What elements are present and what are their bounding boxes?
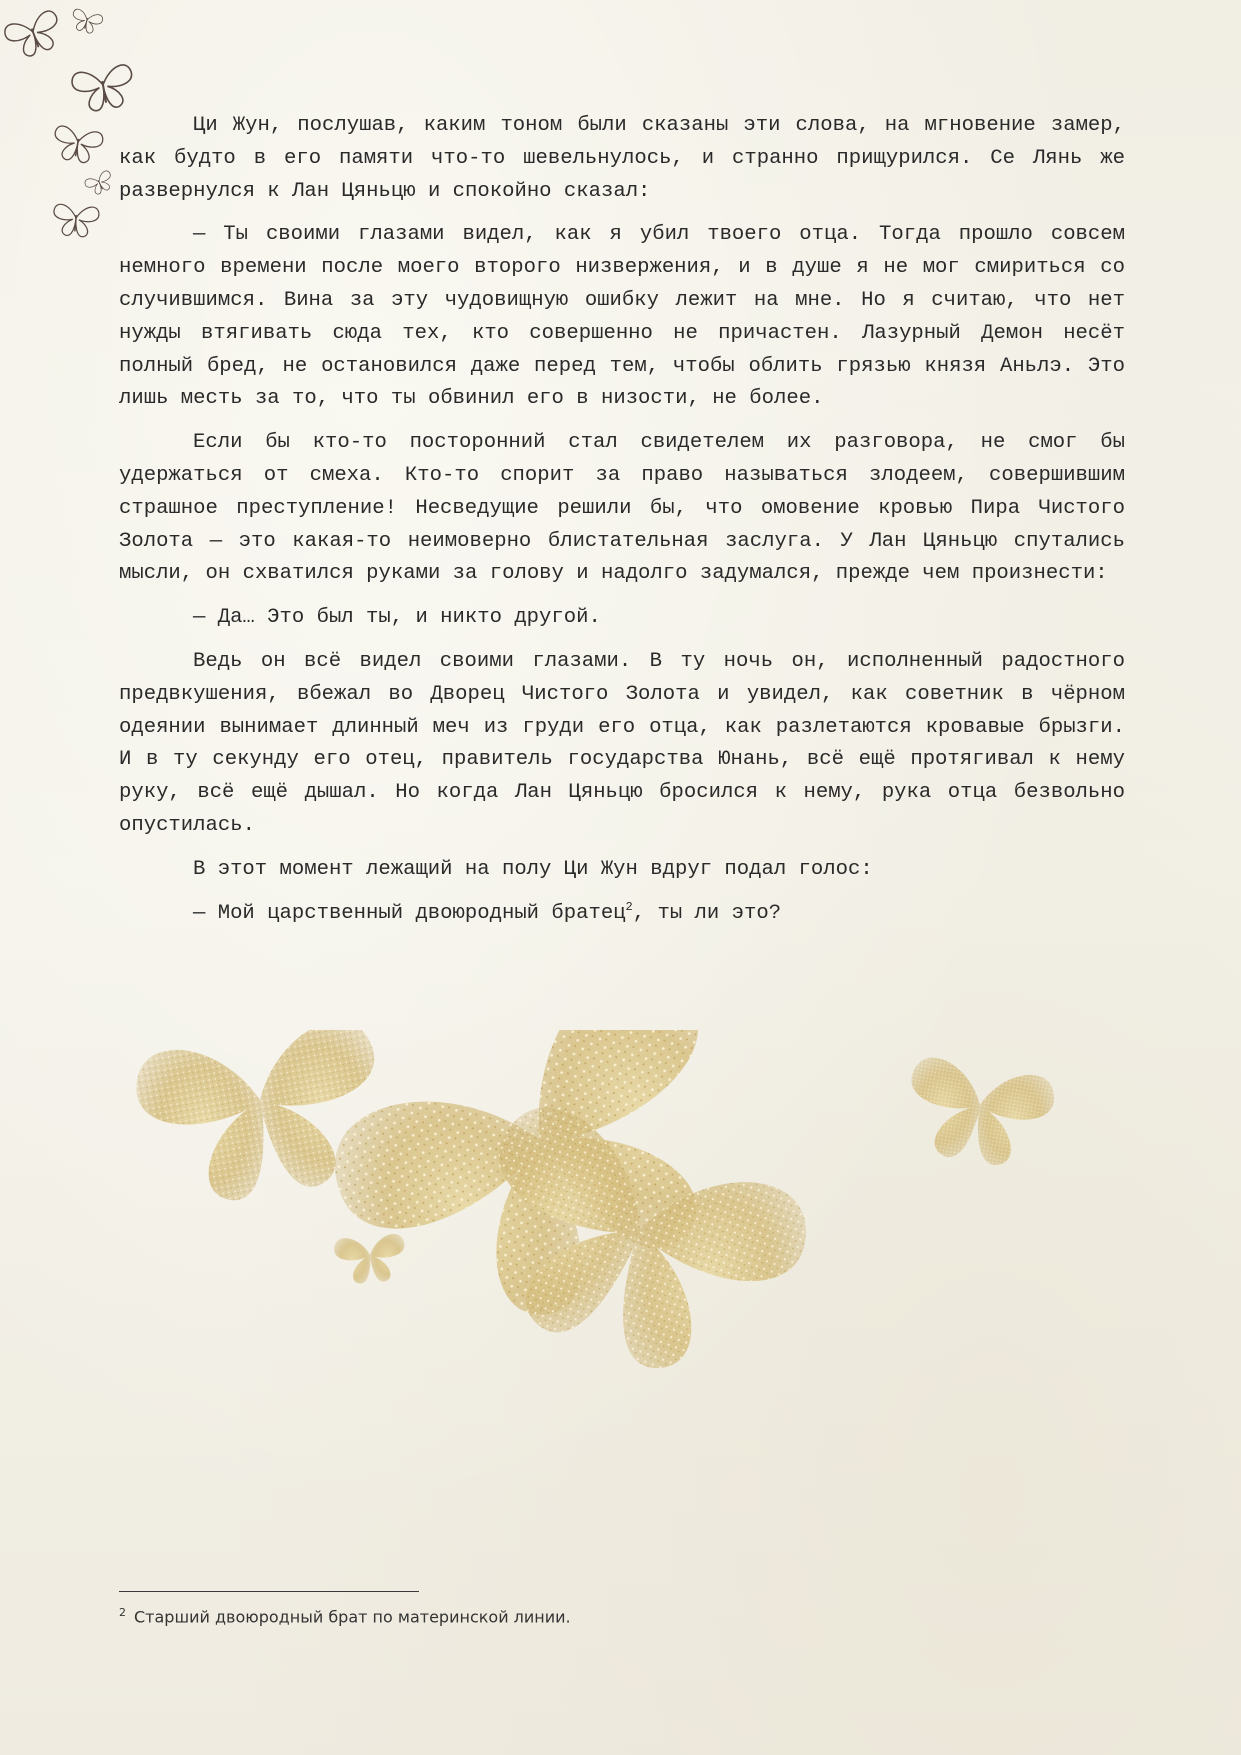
gold-butterfly-icon	[333, 1233, 407, 1286]
paragraph: Если бы кто-то посторонний стал свидетелем их разговора, не смог бы удержаться от смеха. Кто-то спорит за право называться злодеем, совершившим страшное преступление! Несведущие решили бы, что омовение кровью Пира Чистого Золота — это какая-то неимоверно блистательная заслуга. У Лан Цяньцю спутались мысли, он схватился руками за голову и надолго задумался, прежде чем произнести:	[119, 431, 1125, 586]
line-text: — Мой царственный двоюродный братец	[193, 901, 626, 925]
butterfly-icon	[84, 170, 116, 198]
footnote-divider	[119, 1591, 419, 1592]
footnote-reference[interactable]: 2	[625, 899, 633, 914]
footnote-mark: 2	[119, 1606, 126, 1619]
footnote-text: Старший двоюродный брат по материнской линии.	[134, 1607, 571, 1627]
paragraph: — Да… Это был ты, и никто другой.	[193, 606, 601, 630]
footnote	[119, 1606, 1019, 1626]
paragraph: В этот момент лежащий на полу Ци Жун вдруг подал голос:	[193, 857, 873, 881]
paragraph: Ведь он всё видел своими глазами. В ту ночь он, исполненный радостного предвкушения, вбежал во Дворец Чистого Золота и увидел, как советник в чёрном одеянии вынимает длинный меч из груди его отца, как разлетаются кровавые брызги. И в ту секунду его отец, правитель государства Юнань, всё ещё протягивал к нему руку, всё ещё дышал. Но когда Лан Цяньцю бросился к нему, рука отца безвольно опустилась.	[119, 649, 1125, 837]
butterfly-icon	[51, 125, 104, 165]
butterfly-icon	[52, 204, 100, 238]
butterfly-icon	[71, 64, 137, 114]
paragraph-with-footnote	[119, 898, 1125, 931]
paragraph: Ци Жун, послушав, каким тоном были сказаны эти слова, на мгновение замер, как будто в его памяти что-то шевельнулось, и странно прищурился. Се Лянь же развернулся к Лан Цяньцю и спокойно сказал:	[119, 114, 1125, 203]
paragraph: — Ты своими глазами видел, как я убил твоего отца. Тогда прошло совсем немного времени после моего второго низвержения, и в душе я не мог смириться со случившимся. Вина за эту чудовищную ошибку лежит на мне. Но я считаю, что нет нужды втягивать сюда тех, кто совершенно не причастен. Лазурный Демон несёт полный бред, не остановился даже перед тем, чтобы облить грязью князя Аньлэ. Это лишь месть за то, что ты обвинил его в низости, не более.	[119, 223, 1125, 411]
line-text: , ты ли это?	[632, 901, 782, 925]
gold-butterfly-illustration	[120, 1030, 1130, 1510]
body-text	[119, 110, 1125, 941]
butterfly-icon	[69, 8, 103, 35]
butterfly-icon	[3, 9, 66, 62]
